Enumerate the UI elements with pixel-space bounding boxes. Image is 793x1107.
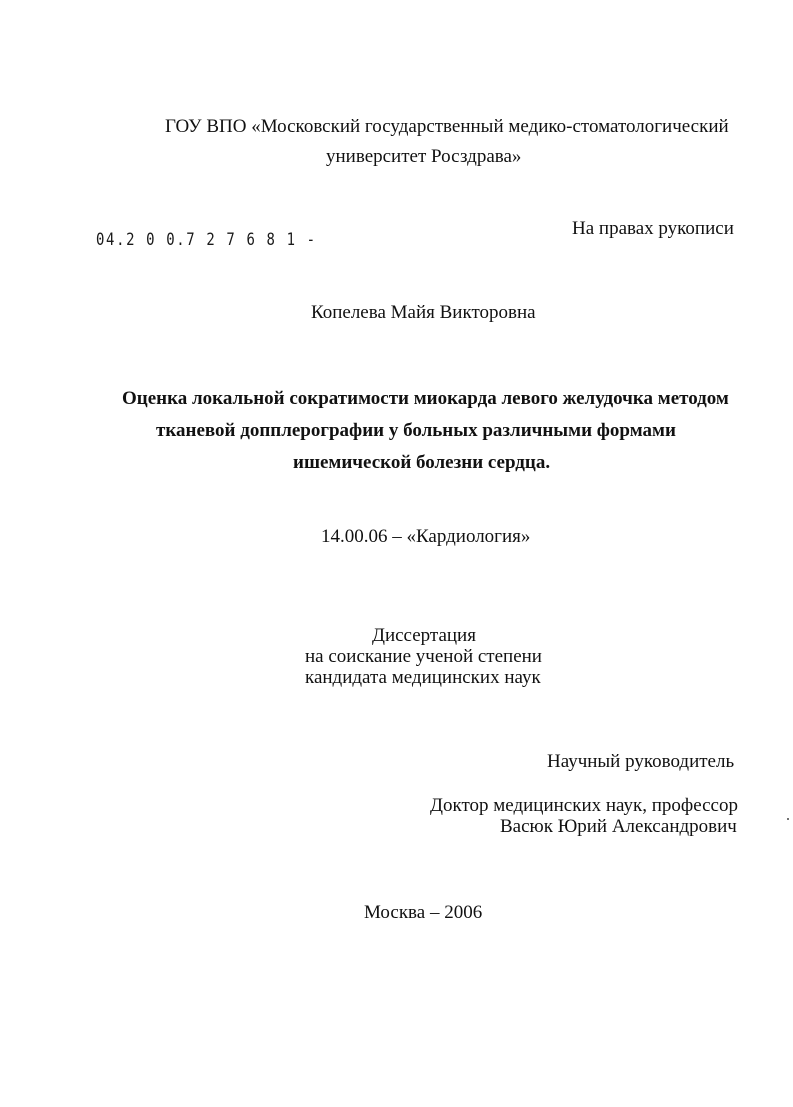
thesis-title-line-1: Оценка локальной сократимости миокарда левого желудочка методом: [122, 388, 729, 409]
supervisor-name: Васюк Юрий Александрович: [500, 816, 737, 837]
thesis-title-line-3: ишемической болезни сердца.: [293, 452, 551, 473]
specialty-code: 14.00.06 – «Кардиология»: [321, 526, 531, 547]
thesis-title-line-2: тканевой допплерографии у больных различными формами: [156, 420, 676, 441]
degree-line-2: на соискание ученой степени: [305, 646, 542, 667]
degree-line-3: кандидата медицинских наук: [305, 667, 541, 688]
author-name: Копелева Майя Викторовна: [311, 302, 536, 323]
supervisor-label: Научный руководитель: [547, 751, 735, 772]
archive-stamp: 04.2 0 0.7 2 7 6 8 1 -: [96, 230, 317, 250]
manuscript-note: На правах рукописи: [572, 218, 734, 239]
institution-line-1: ГОУ ВПО «Московский государственный медико-стоматологический: [165, 116, 729, 137]
degree-line-1: Диссертация: [372, 625, 476, 646]
supervisor-title: Доктор медицинских наук, профессор: [430, 795, 738, 816]
scan-speck: [787, 818, 789, 820]
institution-line-2: университет Росздрава»: [326, 146, 522, 167]
place-year: Москва – 2006: [364, 902, 483, 923]
